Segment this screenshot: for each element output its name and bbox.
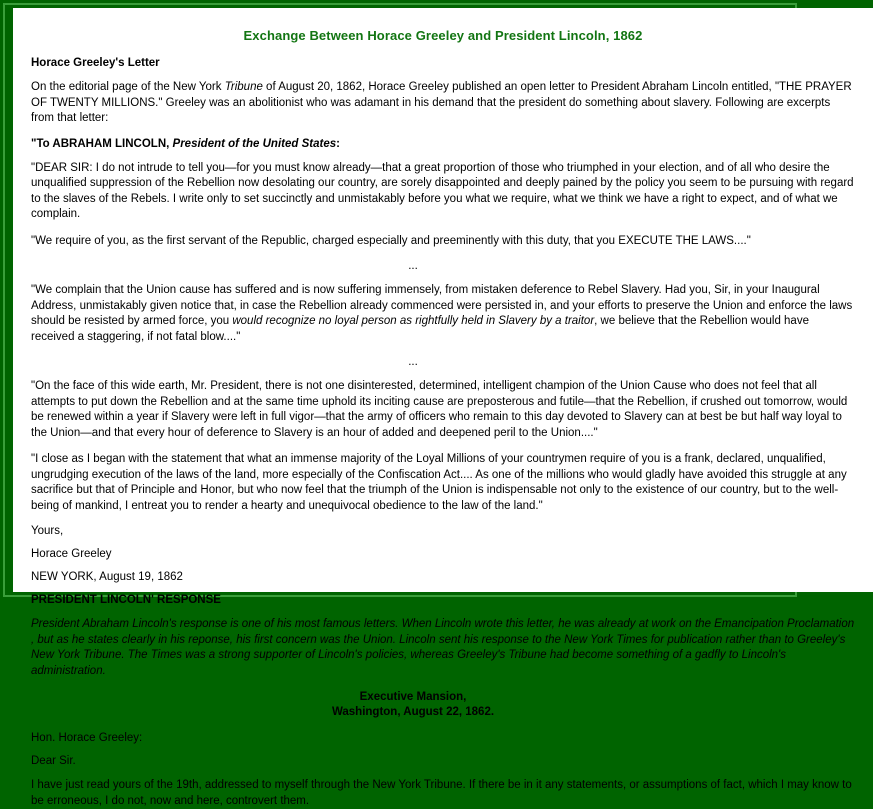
greeley-signature: Horace Greeley bbox=[31, 548, 112, 560]
ellipsis-separator-2: ... bbox=[408, 356, 418, 368]
letterhead-line-1: Executive Mansion, bbox=[359, 691, 467, 703]
greeley-intro-paragraph: On the editorial page of the New York Tribune of August 20, 1862, Horace Greeley published an open letter to President Abraham Lincoln entitled, "THE PRAYER OF TWENTY MILLIONS." Greeley was an abolitionist who was adamant in his demand that the president do something about slavery. Following are excerpts from that letter: bbox=[31, 81, 852, 124]
greeley-paragraph-3 bbox=[31, 283, 855, 345]
para3-italic: would recognize no loyal person as rightfully held in Slavery by a traitor bbox=[232, 315, 595, 327]
document-sheet bbox=[13, 8, 873, 807]
greeley-letter-heading: Horace Greeley's Letter bbox=[31, 57, 160, 69]
lincoln-salutation: Dear Sir. bbox=[31, 755, 76, 767]
lincoln-response-heading: PRESIDENT LINCOLN' RESPONSE bbox=[31, 594, 221, 606]
tribune-italic: Tribune bbox=[224, 81, 263, 93]
address-title-italic: President of the United States bbox=[172, 137, 337, 150]
greeley-closing: Yours, bbox=[31, 525, 64, 537]
greeley-address-line bbox=[31, 138, 855, 150]
frame-inner-fill bbox=[8, 8, 855, 807]
address-prefix: "To ABRAHAM LINCOLN, bbox=[31, 137, 170, 150]
address-suffix: : bbox=[336, 137, 340, 150]
greeley-paragraph-4: "On the face of this wide earth, Mr. President, there is not one disinterested, determined, intelligent champion of the Union Cause who does not feel that all attempts to put down the Rebellion and at the same time uphold its inciting cause are preposterous and futile—that the Rebellion, if crushed out tomorrow, would be renewed within a year if Slavery were left in full vigor—that the army of officers who remain to this day devoted to Slavery can at best be but half way loyal to the Union—and that every hour of deference to Slavery is an hour of added and deepened peril to the Union...." bbox=[31, 380, 848, 439]
frame-inner-rule bbox=[3, 3, 855, 807]
lincoln-letterhead bbox=[31, 690, 795, 720]
page-title: Exchange Between Horace Greeley and President Lincoln, 1862 bbox=[243, 28, 643, 43]
lincoln-editorial-note: President Abraham Lincoln's response is one of his most famous letters. When Lincoln wrote this letter, he was already at work on the Emancipation Proclamation , but as he states clearly in his reponse, his first concern was the Union. Lincoln sent his response to the New York Times for publication rather than to Greeley's New York Tribune. The Times was a strong supporter of Lincoln's policies, whereas Greeley's Tribune had become something of a gadfly to Lincoln's administration. bbox=[31, 618, 855, 677]
para3-part2: , we believe that the Rebellion would have received a staggering, if not fatal blow...." bbox=[31, 315, 809, 343]
lincoln-addressee: Hon. Horace Greeley: bbox=[31, 732, 143, 744]
para3-part1: "We complain that the Union cause has suffered and is now suffering immensely, from mistaken deference to Rebel Slavery. Had you, Sir, in your Inaugural Address, unmistakably given notice that, in case the Rebellion already commenced were persisted in, and your efforts to preserve the Union and enforce the laws should be resisted by armed force, you bbox=[31, 284, 853, 327]
ellipsis-separator-1: ... bbox=[408, 260, 418, 272]
letterhead-line-2: Washington, August 22, 1862. bbox=[331, 706, 495, 718]
greeley-paragraph-2: "We require of you, as the first servant of the Republic, charged especially and preeminently with this duty, that you EXECUTE THE LAWS...." bbox=[31, 234, 751, 247]
greeley-paragraph-5: "I close as I began with the statement that what an immense majority of the Loyal Millions of your countrymen require of you is a frank, declared, unqualified, ungrudging execution of the laws of the land, more especially of the Confiscation Act.... As one of the millions who would gladly have avoided this struggle at any sacrifice but that of Principle and Honor, but who now feel that the triumph of the Union is indispensable not only to the existence of our country, but to the well-being of mankind, I entreat you to render a hearty and unequivocal obedience to the law of the land." bbox=[31, 453, 847, 512]
greeley-dateline: NEW YORK, August 19, 1862 bbox=[31, 571, 183, 583]
lincoln-body-paragraph-1: I have just read yours of the 19th, addressed to myself through the New York Tribune. If there be in it any statements, or assumptions of fact, which I may know to be erroneous, I do not, now and here, controvert them. bbox=[31, 779, 852, 807]
greeley-paragraph-1: "DEAR SIR: I do not intrude to tell you—for you must know already—that a great proportion of those who triumphed in your election, and of all who desire the unqualified suppression of the Rebellion now desolating our country, are sorely disappointed and deeply pained by the policy you seem to be pursuing with regard to the slaves of the Rebels. I write only to set succinctly and unmistakably before you what we require, what we think we have a right to expect, and of what we complain. bbox=[31, 161, 854, 220]
